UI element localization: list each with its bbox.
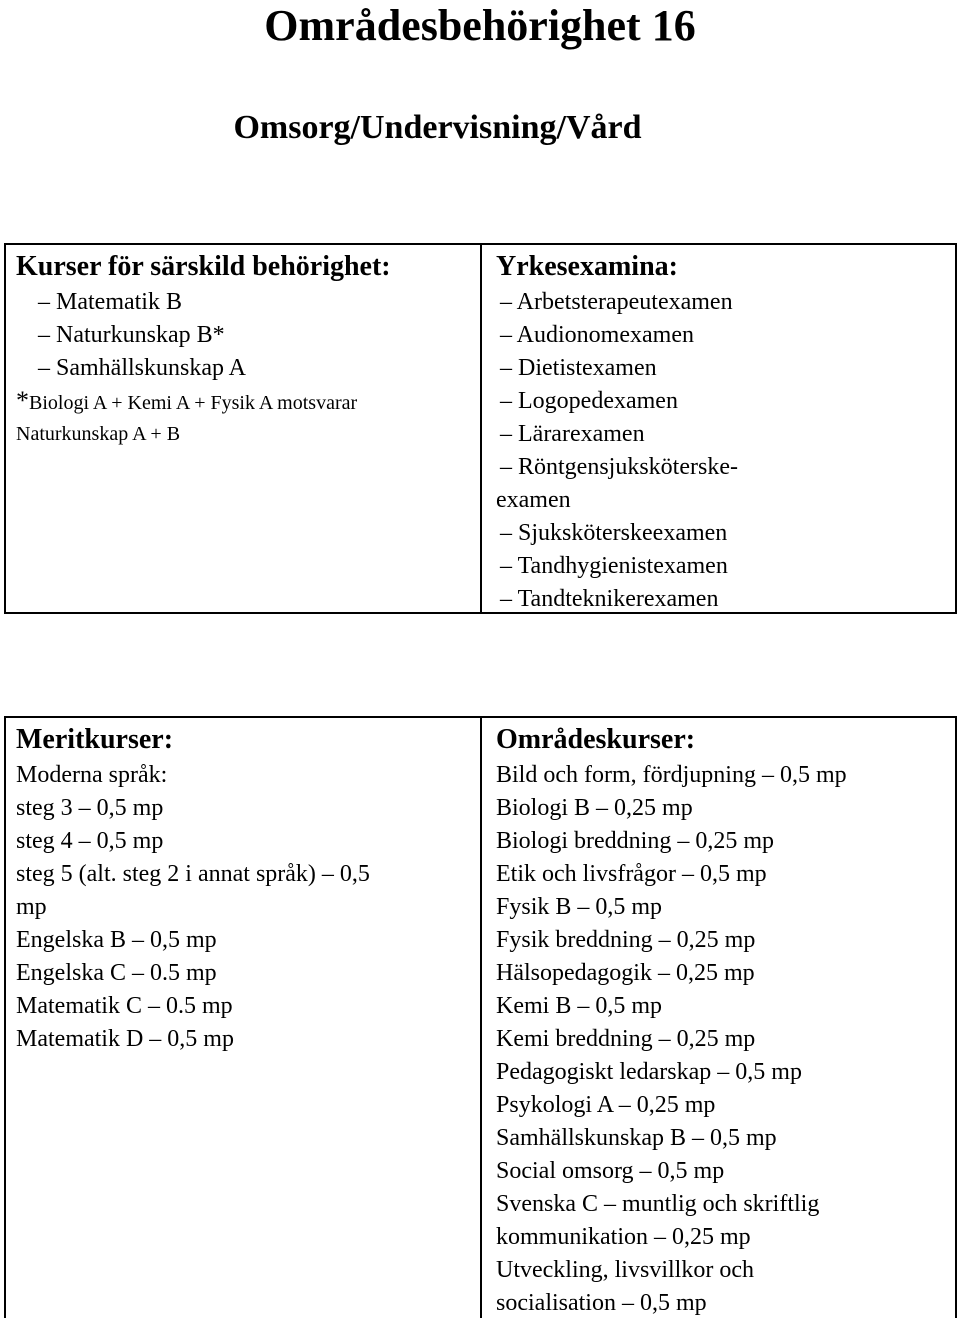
special-courses-note [16,385,476,419]
area-courses-cell [496,721,951,1320]
merit-courses-list [16,759,476,1056]
page-title: Områdesbehörighet 16 [264,1,696,50]
list-item: Etik och livsfrågor – 0,5 mp [496,861,767,887]
list-item: – Logopedexamen [500,388,678,414]
list-item: Fysik B – 0,5 mp [496,894,663,920]
list-item: steg 5 (alt. steg 2 i annat språk) – 0,5 [16,861,370,887]
list-item: – Röntgensjuksköterske- [500,454,738,480]
list-item: Bild och form, fördjupning – 0,5 mp [496,762,847,788]
area-courses-list [496,759,951,1320]
list-item: Engelska C – 0.5 mp [16,960,217,986]
degrees-cell [496,248,951,616]
list-item: Svenska C – muntlig och skriftlig [496,1191,820,1217]
list-item: mp [16,894,47,920]
note-line-2: Naturkunskap A + B [16,423,181,445]
degrees-heading: Yrkesexamina: [496,251,678,282]
list-item: Engelska B – 0,5 mp [16,927,217,953]
list-item: – Dietistexamen [500,355,657,381]
list-item: – Audionomexamen [500,322,694,348]
list-item: Kemi breddning – 0,25 mp [496,1026,756,1052]
list-item: kommunikation – 0,25 mp [496,1224,751,1250]
list-item: – Tandteknikerexamen [500,586,719,612]
special-courses-cell [16,248,476,450]
list-item: – Arbetsterapeutexamen [500,289,733,315]
list-item: Utveckling, livsvillkor och [496,1257,754,1283]
list-item: Biologi B – 0,25 mp [496,795,693,821]
merit-courses-heading: Meritkurser: [16,724,174,755]
list-item: Fysik breddning – 0,25 mp [496,927,756,953]
list-item: Moderna språk: [16,762,168,788]
list-item: Matematik C – 0.5 mp [16,993,233,1019]
list-item: steg 3 – 0,5 mp [16,795,164,821]
note-asterisk: * [16,386,29,415]
list-item: – Samhällskunskap A [38,355,246,381]
special-courses-heading: Kurser för särskild behörighet: [16,251,391,282]
list-item: Biologi breddning – 0,25 mp [496,828,774,854]
special-courses-list [16,286,476,385]
list-item: – Sjuksköterskeexamen [500,520,728,546]
list-item: – Lärarexamen [500,421,645,447]
list-item: Psykologi A – 0,25 mp [496,1092,716,1118]
area-courses-heading: Områdeskurser: [496,724,696,755]
list-item: Pedagogiskt ledarskap – 0,5 mp [496,1059,802,1085]
list-item: examen [496,487,571,513]
list-item: Hälsopedagogik – 0,25 mp [496,960,755,986]
list-item: Social omsorg – 0,5 mp [496,1158,725,1184]
degrees-list [496,286,951,616]
page-subtitle: Omsorg/Undervisning/Vård [233,109,642,146]
merit-courses-cell [16,721,476,1056]
list-item: – Matematik B [38,289,182,315]
list-item: Samhällskunskap B – 0,5 mp [496,1125,777,1151]
list-item: Kemi B – 0,5 mp [496,993,662,1019]
note-line-1: Biologi A + Kemi A + Fysik A motsvarar [29,392,358,414]
list-item: steg 4 – 0,5 mp [16,828,164,854]
list-item: Matematik D – 0,5 mp [16,1026,234,1052]
list-item: socialisation – 0,5 mp [496,1290,707,1316]
list-item: – Naturkunskap B* [38,322,225,348]
list-item: – Tandhygienistexamen [500,553,728,579]
